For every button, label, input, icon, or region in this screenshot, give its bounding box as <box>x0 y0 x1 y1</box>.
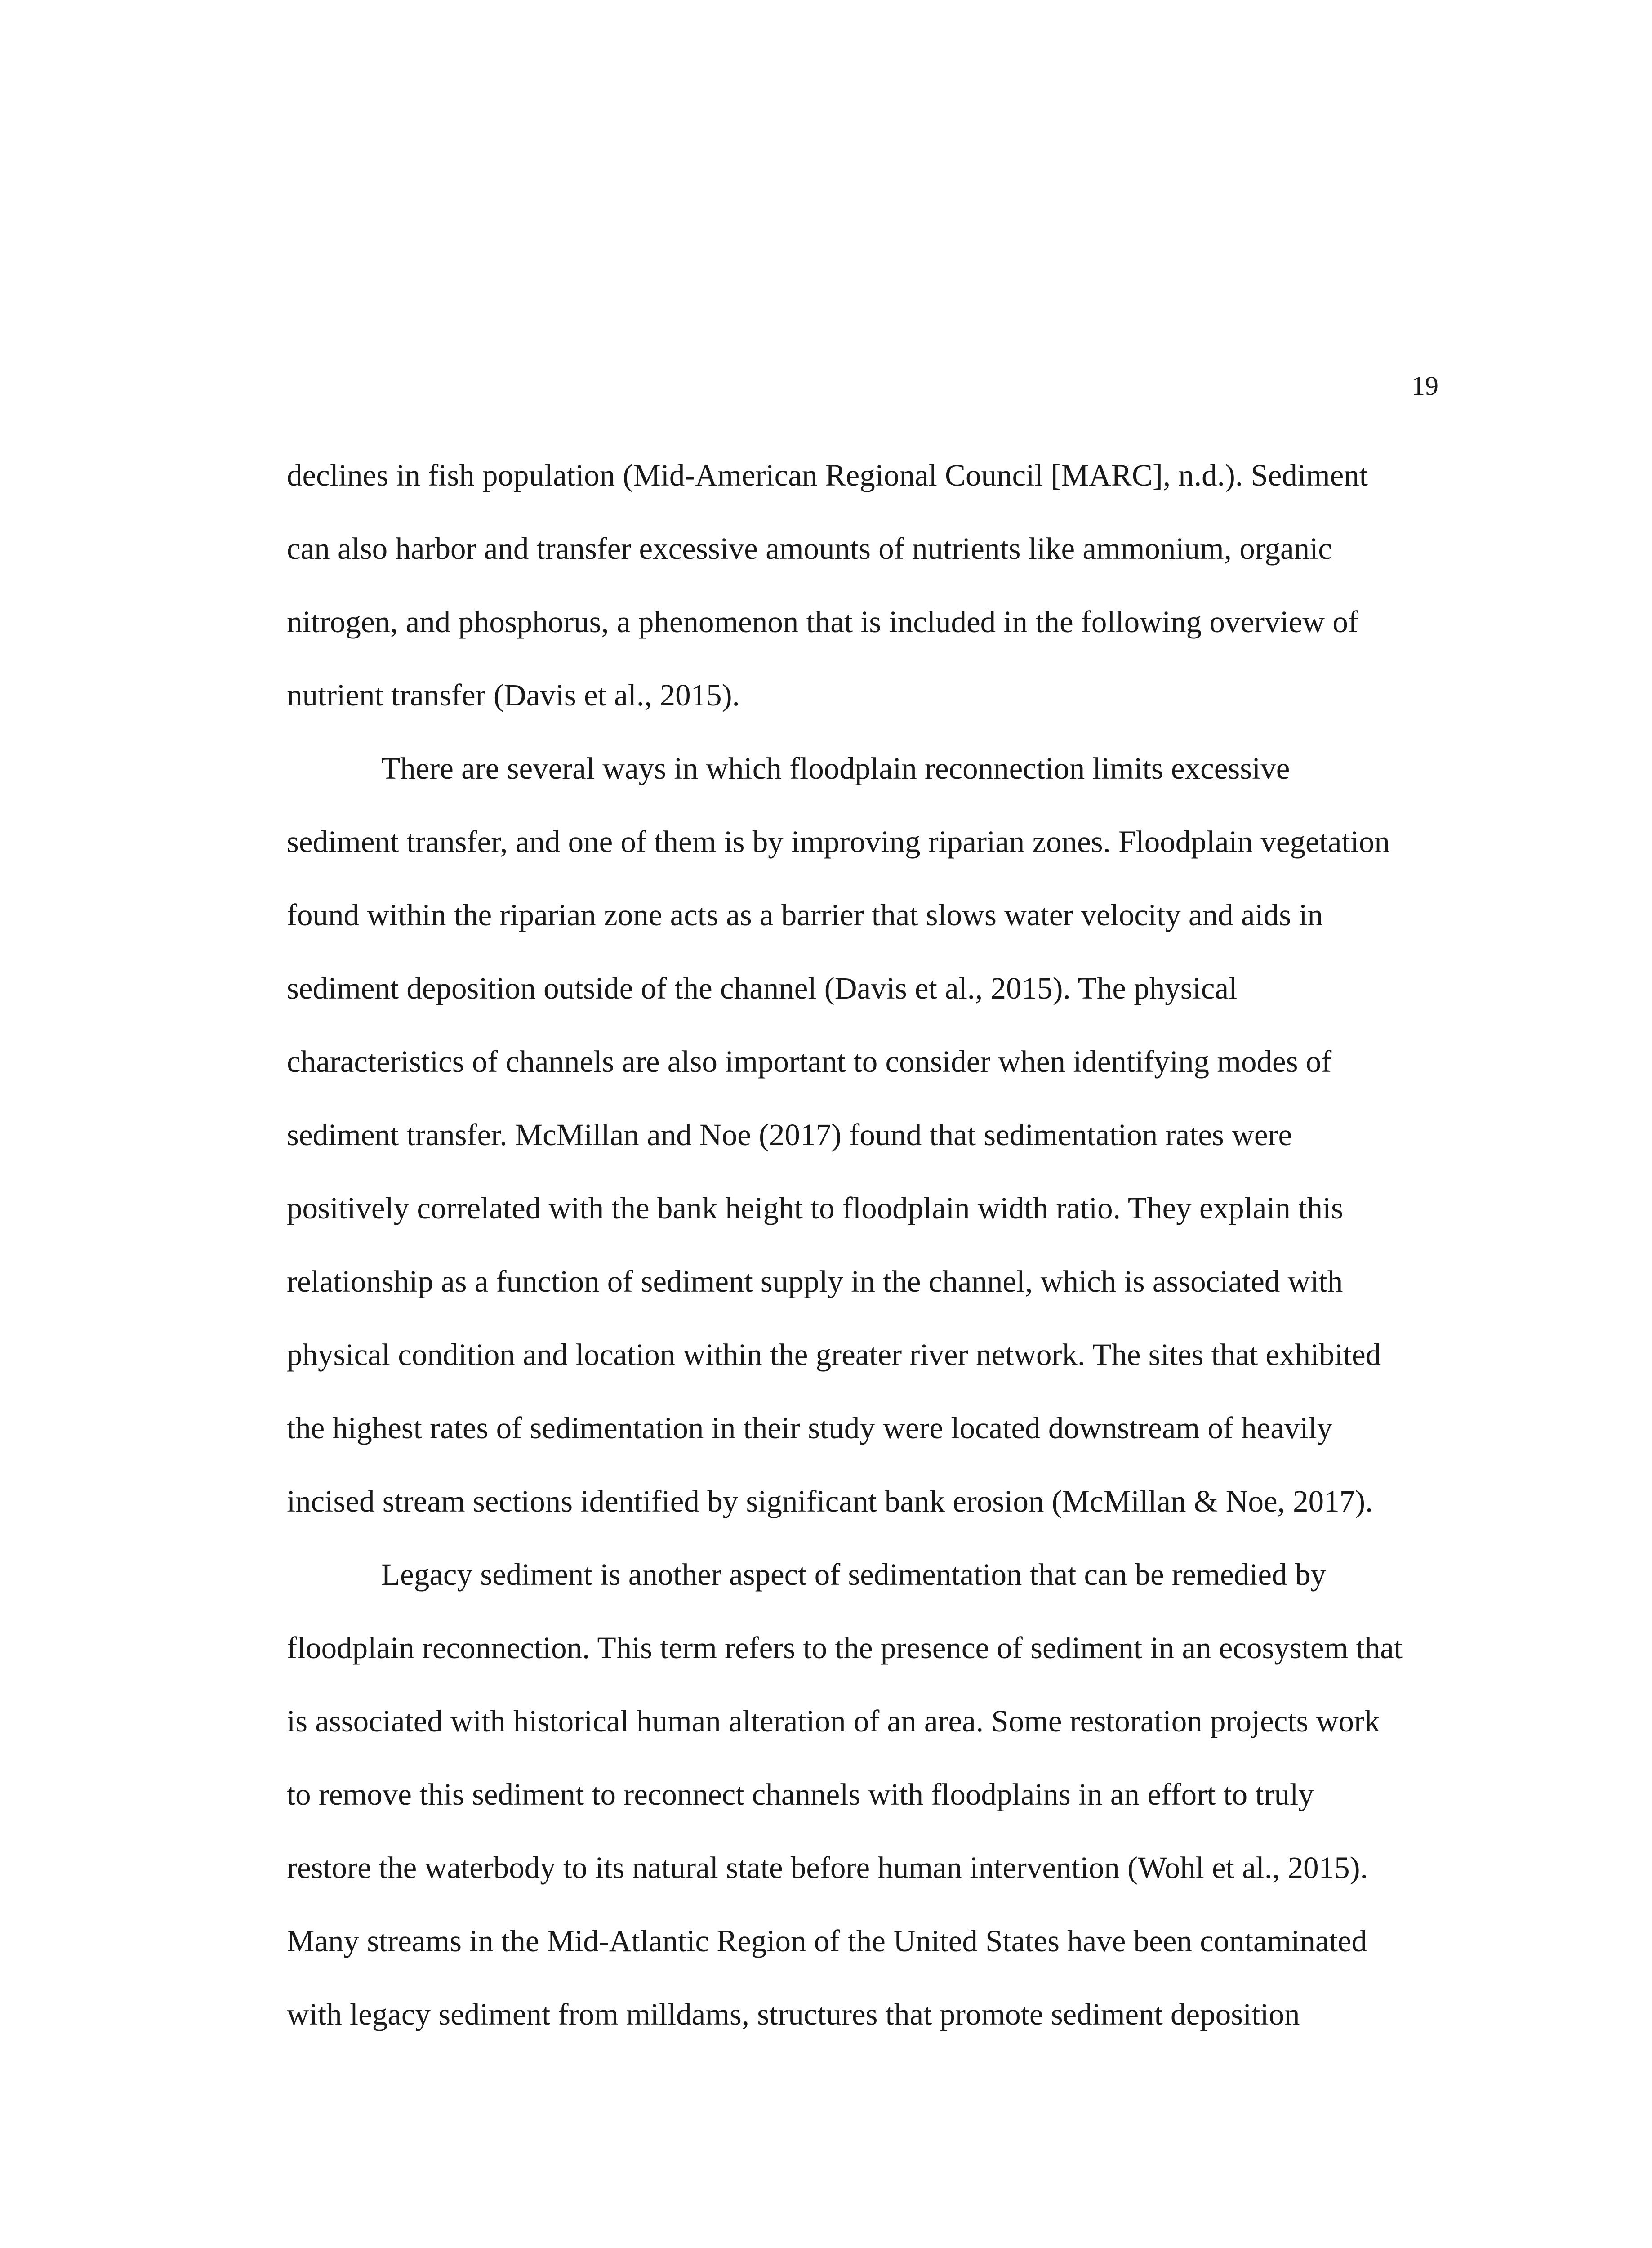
text-line: positively correlated with the bank height to floodplain width ratio. They explain this <box>287 1191 1343 1225</box>
text-line: There are several ways in which floodplain reconnection limits excessive <box>381 751 1290 785</box>
text-line: the highest rates of sedimentation in their study were located downstream of heavily <box>287 1411 1333 1445</box>
text-line: restore the waterbody to its natural state before human intervention (Wohl et al., 2015). <box>287 1851 1368 1885</box>
text-line: relationship as a function of sediment supply in the channel, which is associated with <box>287 1264 1343 1298</box>
text-line: physical condition and location within the greater river network. The sites that exhibited <box>287 1338 1381 1372</box>
text-line: to remove this sediment to reconnect channels with floodplains in an effort to truly <box>287 1777 1314 1811</box>
page-number: 19 <box>1412 371 1438 401</box>
text-line: nitrogen, and phosphorus, a phenomenon that is included in the following overview of <box>287 605 1358 639</box>
text-line: sediment transfer. McMillan and Noe (2017) found that sedimentation rates were <box>287 1118 1292 1152</box>
text-line: nutrient transfer (Davis et al., 2015). <box>287 678 740 712</box>
text-line: is associated with historical human alteration of an area. Some restoration projects work <box>287 1704 1380 1738</box>
text-line: sediment deposition outside of the channel (Davis et al., 2015). The physical <box>287 971 1238 1005</box>
text-line: characteristics of channels are also important to consider when identifying modes of <box>287 1044 1332 1079</box>
text-line: found within the riparian zone acts as a barrier that slows water velocity and aids in <box>287 898 1323 932</box>
text-line: incised stream sections identified by significant bank erosion (McMillan & Noe, 2017). <box>287 1484 1373 1518</box>
text-line: sediment transfer, and one of them is by improving riparian zones. Floodplain vegetation <box>287 825 1390 859</box>
text-line: with legacy sediment from milldams, structures that promote sediment deposition <box>287 1997 1300 2031</box>
text-line: Many streams in the Mid-Atlantic Region of the United States have been contaminated <box>287 1924 1367 1958</box>
body-text <box>287 439 1447 2051</box>
text-line: can also harbor and transfer excessive amounts of nutrients like ammonium, organic <box>287 531 1332 566</box>
text-line: Legacy sediment is another aspect of sedimentation that can be remedied by <box>381 1557 1326 1592</box>
text-line: floodplain reconnection. This term refers to the presence of sediment in an ecosystem that <box>287 1631 1403 1665</box>
text-line: declines in fish population (Mid-American Regional Council [MARC], n.d.). Sediment <box>287 458 1368 492</box>
